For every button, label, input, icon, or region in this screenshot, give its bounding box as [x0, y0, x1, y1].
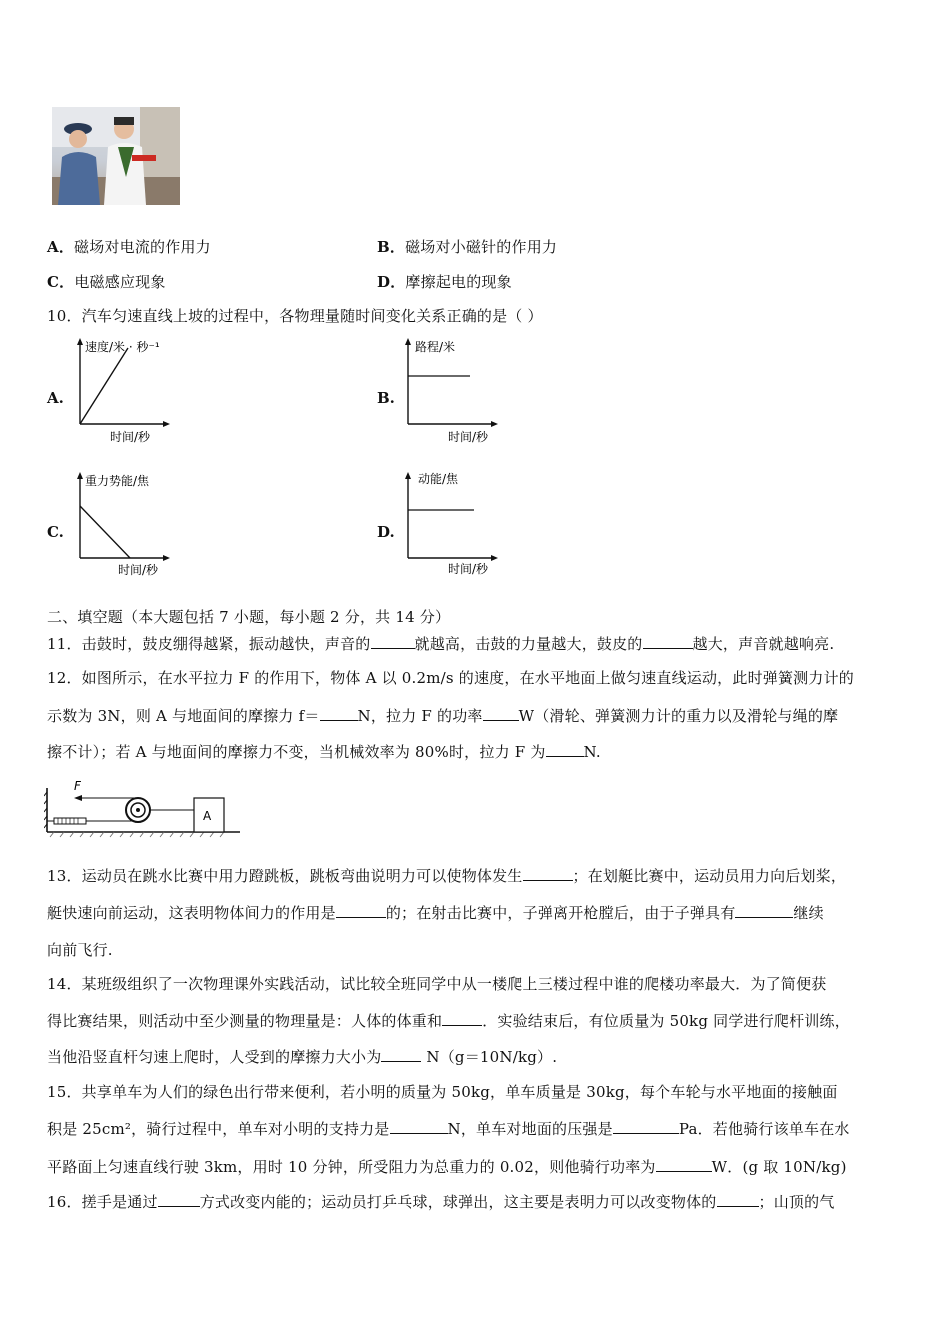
answer-blank [158, 1192, 200, 1207]
graph-a [70, 336, 190, 446]
graph-b-letter: B. [377, 389, 395, 407]
graph-a-xlabel: 时间/秒 [110, 430, 151, 444]
q14-line3: 当他沿竖直杆匀速上爬时，人受到的摩擦力大小为 N（g＝10N/kg）. [47, 1048, 558, 1066]
q13-line3: 向前飞行. [47, 941, 113, 959]
q10-stem: 10．汽车匀速直线上坡的过程中，各物理量随时间变化关系正确的是（ ） [47, 307, 543, 325]
answer-blank [442, 1011, 482, 1026]
answer-blank [336, 903, 386, 918]
option-letter: D． [377, 273, 406, 291]
graph-c-xlabel: 时间/秒 [118, 563, 159, 577]
answer-blank [717, 1192, 759, 1207]
answer-blank [371, 634, 415, 649]
graph-b [398, 336, 518, 446]
graph-a-ylabel: 速度/米 · 秒⁻¹ [85, 340, 160, 354]
force-label: F [74, 779, 81, 793]
graph-d-ylabel: 动能/焦 [418, 472, 459, 486]
answer-blank [735, 903, 793, 918]
q13-line2: 艇快速向前运动，这表明物体间力的作用是 的；在射击比赛中，子弹离开枪膛后，由于子弹具有 继续 [47, 904, 824, 922]
block-label: A [203, 809, 212, 823]
option-letter: A． [47, 238, 75, 256]
q11: 11．击鼓时，鼓皮绷得越紧，振动越快，声音的 就越高，击鼓的力量越大，鼓皮的 越大，声音就越响亮. [47, 635, 835, 653]
answer-blank [656, 1157, 712, 1172]
answer-blank [381, 1047, 421, 1062]
option-text: 磁场对电流的作用力 [74, 238, 211, 256]
q15-line1: 15．共享单车为人们的绿色出行带来便利，若小明的质量为 50kg，单车质量是 30kg，每个车轮与水平地面的接触面 [47, 1083, 838, 1101]
graph-d-letter: D. [377, 523, 395, 541]
section-heading: 二、填空题（本大题包括 7 小题，每小题 2 分，共 14 分） [47, 608, 451, 626]
graph-d [398, 470, 518, 580]
q12-line1: 12．如图所示，在水平拉力 F 的作用下，物体 A 以 0.2m/s 的速度，在水平地面上做匀速直线运动，此时弹簧测力计的 [47, 669, 854, 687]
answer-blank [613, 1119, 679, 1134]
graph-d-xlabel: 时间/秒 [448, 562, 489, 576]
answer-blank [390, 1119, 448, 1134]
graph-c [70, 470, 190, 580]
answer-blank [643, 634, 693, 649]
option-text: 磁场对小磁针的作用力 [405, 238, 558, 256]
q12-line3: 擦不计）；若 A 与地面间的摩擦力不变，当机械效率为 80%时，拉力 F 为 N. [47, 743, 601, 761]
option-text: 电磁感应现象 [74, 273, 166, 291]
q14-line1: 14．某班级组织了一次物理课外实践活动，试比较全班同学中从一楼爬上三楼过程中谁的爬楼功率最大．为了简便获 [47, 975, 827, 993]
answer-blank [483, 706, 519, 721]
q9-option-b [377, 236, 557, 257]
option-text: 摩擦起电的现象 [405, 273, 512, 291]
answer-blank [320, 706, 358, 721]
q9-option-d [377, 271, 512, 292]
graph-b-xlabel: 时间/秒 [448, 430, 489, 444]
graph-c-ylabel: 重力势能/焦 [85, 474, 150, 488]
q15-line3: 平路面上匀速直线行驶 3km，用时 10 分钟，所受阻力为总重力的 0.02，则他骑行功率为 W．(g 取 10N/kg) [47, 1158, 847, 1176]
q9-option-a [47, 236, 211, 257]
graph-c-curve [80, 506, 130, 558]
graph-a-letter: A. [47, 389, 64, 407]
graph-a-curve [80, 348, 128, 424]
q12-line2: 示数为 3N，则 A 与地面间的摩擦力 f＝ N，拉力 F 的功率 W（滑轮、弹簧测力计的重力以及滑轮与绳的摩 [47, 707, 839, 725]
answer-blank [546, 742, 584, 757]
q13-line1: 13．运动员在跳水比赛中用力蹬跳板，跳板弯曲说明力可以使物体发生 ；在划艇比赛中，运动员用力向后划桨， [47, 867, 847, 885]
q16-line1: 16．搓手是通过 方式改变内能的；运动员打乒乓球，球弹出，这主要是表明力可以改变物体的 ；山顶的气 [47, 1193, 835, 1211]
option-letter: B． [377, 238, 406, 256]
question-photo [52, 107, 180, 205]
option-letter: C． [47, 273, 75, 291]
q14-line2: 得比赛结果，则活动中至少测量的物理量是：人体的体重和 ．实验结束后，有位质量为 50kg 同学进行爬杆训练， [47, 1012, 850, 1030]
q9-option-c [47, 271, 166, 292]
graph-c-letter: C. [47, 523, 64, 541]
pulley-diagram [44, 774, 244, 838]
q15-line2: 积是 25cm²，骑行过程中，单车对小明的支持力是 N，单车对地面的压强是 Pa．若他骑行该单车在水 [47, 1120, 850, 1138]
graph-b-ylabel: 路程/米 [415, 340, 456, 354]
answer-blank [523, 866, 573, 881]
